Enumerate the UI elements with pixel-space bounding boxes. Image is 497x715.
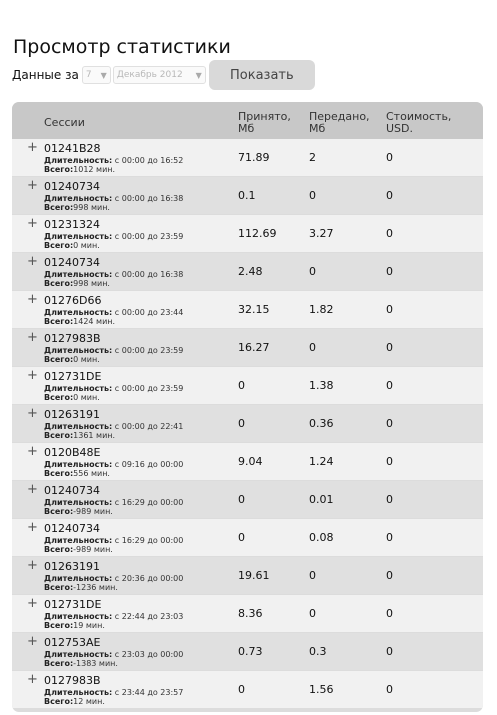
session-id: 0120B48E: [44, 446, 101, 459]
cost-value: 0: [386, 265, 393, 278]
expand-plus-icon[interactable]: +: [27, 368, 38, 383]
session-id: 0127983B: [44, 332, 101, 345]
received-value: 0: [238, 493, 245, 506]
stats-table: [12, 102, 483, 712]
cost-value: 0: [386, 607, 393, 620]
session-total: Всего:0 мин.: [44, 241, 100, 250]
session-id: 01276D66: [44, 294, 102, 307]
expand-plus-icon[interactable]: +: [27, 254, 38, 269]
table-row[interactable]: [12, 633, 483, 670]
expand-plus-icon[interactable]: +: [27, 634, 38, 649]
expand-plus-icon[interactable]: +: [27, 292, 38, 307]
received-value: 2.48: [238, 265, 263, 278]
expand-plus-icon[interactable]: +: [27, 596, 38, 611]
session-id: 012753AE: [44, 636, 101, 649]
session-duration: Длительность: с 00:00 до 16:52: [44, 156, 184, 165]
session-total: Всего:12 мин.: [44, 697, 105, 706]
table-row[interactable]: [12, 177, 483, 214]
cost-value: 0: [386, 151, 393, 164]
sent-value: 0.01: [309, 493, 334, 506]
header-cost: Стоимость, USD.: [386, 110, 452, 135]
table-row[interactable]: [12, 481, 483, 518]
sent-value: 0: [309, 189, 316, 202]
session-id: 01240734: [44, 522, 100, 535]
received-value: 9.04: [238, 455, 263, 468]
session-duration: Длительность: с 22:44 до 23:03: [44, 612, 184, 621]
session-id: 01240734: [44, 256, 100, 269]
sent-value: 0: [309, 341, 316, 354]
session-total: Всего:556 мин.: [44, 469, 110, 478]
session-duration: Длительность: с 00:00 до 23:59: [44, 346, 184, 355]
cost-value: 0: [386, 455, 393, 468]
header-sent: Передано, Мб: [309, 110, 370, 135]
session-id: 012731DE: [44, 370, 102, 383]
session-duration: Длительность: с 23:44 до 23:57: [44, 688, 184, 697]
received-value: 0: [238, 531, 245, 544]
table-row[interactable]: [12, 139, 483, 176]
sent-value: 0.36: [309, 417, 334, 430]
expand-plus-icon[interactable]: +: [27, 216, 38, 231]
session-total: Всего:998 мин.: [44, 203, 110, 212]
cost-value: 0: [386, 493, 393, 506]
sent-value: 1.56: [309, 683, 334, 696]
sent-value: 1.82: [309, 303, 334, 316]
session-duration: Длительность: с 00:00 до 16:38: [44, 194, 184, 203]
table-row[interactable]: [12, 367, 483, 404]
session-id: 0127983B: [44, 674, 101, 687]
day-select[interactable]: [82, 66, 111, 84]
received-value: 32.15: [238, 303, 270, 316]
session-total: Всего:998 мин.: [44, 279, 110, 288]
session-total: Всего:1361 мин.: [44, 431, 116, 440]
sent-value: 1.24: [309, 455, 334, 468]
session-duration: Длительность: с 09:16 до 00:00: [44, 460, 184, 469]
received-value: 0: [238, 683, 245, 696]
session-total: Всего:1012 мин.: [44, 165, 116, 174]
session-duration: Длительность: с 00:00 до 23:59: [44, 384, 184, 393]
session-duration: Длительность: с 00:00 до 23:44: [44, 308, 184, 317]
table-row[interactable]: [12, 519, 483, 556]
expand-plus-icon[interactable]: +: [27, 444, 38, 459]
session-total: Всего:1424 мин.: [44, 317, 116, 326]
expand-plus-icon[interactable]: +: [27, 178, 38, 193]
received-value: 0: [238, 379, 245, 392]
received-value: 112.69: [238, 227, 277, 240]
session-total: Всего:-1383 мин.: [44, 659, 118, 668]
session-total: Всего:0 мин.: [44, 393, 100, 402]
cost-value: 0: [386, 379, 393, 392]
expand-plus-icon[interactable]: +: [27, 482, 38, 497]
session-duration: Длительность: с 00:00 до 23:59: [44, 232, 184, 241]
cost-value: 0: [386, 341, 393, 354]
sent-value: 1.38: [309, 379, 334, 392]
session-total: Всего:-1236 мин.: [44, 583, 118, 592]
cost-value: 0: [386, 569, 393, 582]
month-select-value: Декабрь 2012: [116, 70, 183, 80]
day-select-value: 7: [85, 70, 92, 80]
table-row[interactable]: [12, 443, 483, 480]
expand-plus-icon[interactable]: +: [27, 406, 38, 421]
expand-plus-icon[interactable]: +: [27, 558, 38, 573]
session-duration: Длительность: с 16:29 до 00:00: [44, 498, 184, 507]
session-duration: Длительность: с 16:29 до 00:00: [44, 536, 184, 545]
expand-plus-icon[interactable]: +: [27, 520, 38, 535]
table-row[interactable]: [12, 329, 483, 366]
session-id: 012731DE: [44, 598, 102, 611]
month-select[interactable]: [113, 66, 206, 84]
header-sessions: Сессии: [44, 116, 85, 129]
table-row[interactable]: [12, 557, 483, 594]
filter-label: Данные за: [12, 68, 79, 82]
table-header: [12, 102, 483, 139]
cost-value: 0: [386, 645, 393, 658]
table-row[interactable]: [12, 253, 483, 290]
session-duration: Длительность: с 20:36 до 00:00: [44, 574, 184, 583]
session-total: Всего:0 мин.: [44, 355, 100, 364]
cost-value: 0: [386, 683, 393, 696]
cost-value: 0: [386, 227, 393, 240]
session-id: 01231324: [44, 218, 100, 231]
table-row[interactable]: [12, 671, 483, 708]
session-id: 01263191: [44, 408, 100, 421]
session-duration: Длительность: с 23:03 до 00:00: [44, 650, 184, 659]
cost-value: 0: [386, 189, 393, 202]
session-id: 01241B28: [44, 142, 101, 155]
sent-value: 0.3: [309, 645, 327, 658]
sent-value: 3.27: [309, 227, 334, 240]
cost-value: 0: [386, 303, 393, 316]
expand-plus-icon[interactable]: +: [27, 330, 38, 345]
chevron-down-icon: ▼: [195, 70, 202, 80]
expand-plus-icon[interactable]: +: [27, 672, 38, 687]
sent-value: 2: [309, 151, 316, 164]
date-filter: [12, 60, 315, 90]
received-value: 71.89: [238, 151, 270, 164]
received-value: 8.36: [238, 607, 263, 620]
sent-value: 0: [309, 607, 316, 620]
session-total: Всего:19 мин.: [44, 621, 105, 630]
received-value: 0.73: [238, 645, 263, 658]
table-row[interactable]: [12, 405, 483, 442]
table-row[interactable]: [12, 215, 483, 252]
received-value: 19.61: [238, 569, 270, 582]
session-duration: Длительность: с 00:00 до 16:38: [44, 270, 184, 279]
header-received: Принято, Мб: [238, 110, 291, 135]
cost-value: 0: [386, 531, 393, 544]
sent-value: 0.08: [309, 531, 334, 544]
sent-value: 0: [309, 265, 316, 278]
expand-plus-icon[interactable]: +: [27, 140, 38, 155]
session-id: 01240734: [44, 484, 100, 497]
session-id: 01240734: [44, 180, 100, 193]
sent-value: 0: [309, 569, 316, 582]
received-value: 0: [238, 417, 245, 430]
session-duration: Длительность: с 00:00 до 22:41: [44, 422, 184, 431]
table-row[interactable]: [12, 291, 483, 328]
table-row[interactable]: [12, 595, 483, 632]
session-id: 01263191: [44, 560, 100, 573]
show-button[interactable]: Показать: [209, 60, 315, 90]
cost-value: 0: [386, 417, 393, 430]
session-total: Всего:-989 мин.: [44, 545, 113, 554]
received-value: 16.27: [238, 341, 270, 354]
chevron-down-icon: ▼: [100, 70, 107, 80]
page-title: Просмотр статистики: [13, 36, 231, 58]
session-total: Всего:-989 мин.: [44, 507, 113, 516]
received-value: 0.1: [238, 189, 256, 202]
